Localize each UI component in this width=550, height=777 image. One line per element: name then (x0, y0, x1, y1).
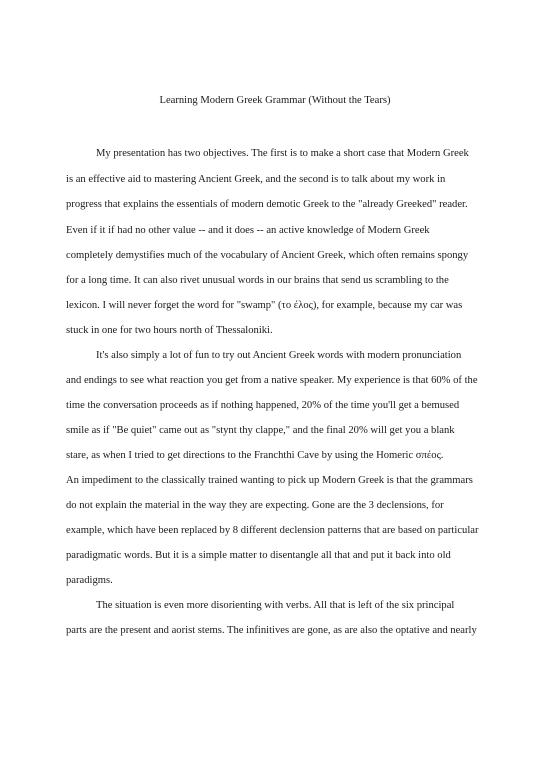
paragraph-line: lexicon. I will never forget the word for "swamp" (το έλος), for example, because my car was (66, 300, 463, 311)
paragraph-line: time the conversation proceeds as if nothing happened, 20% of the time you'll get a bemused (66, 400, 460, 411)
paragraph-line: An impediment to the classically trained wanting to pick up Modern Greek is that the grammars (66, 475, 473, 486)
paragraph-line: stare, as when I tried to get directions to the Franchthi Cave by using the Homeric σπέος. (66, 450, 444, 461)
paragraph-line: paradigmatic words. But it is a simple matter to disentangle all that and put it back into old (66, 550, 451, 561)
paragraph-line: completely demystifies much of the vocabulary of Ancient Greek, which often remains spongy (66, 250, 469, 261)
paragraph-line: do not explain the material in the way they are expecting. Gone are the 3 declensions, for (66, 500, 444, 511)
paragraph-line: Even if it if had no other value -- and it does -- an active knowledge of Modern Greek (66, 225, 430, 236)
paragraph-line: stuck in one for two hours north of Thessaloniki. (66, 325, 273, 336)
paragraph-line: progress that explains the essentials of modern demotic Greek to the "already Greeked" reader. (66, 199, 468, 210)
paragraph-line: parts are the present and aorist stems. The infinitives are gone, as are also the optative and nearly (66, 625, 477, 636)
paragraph-line: and endings to see what reaction you get from a native speaker. My experience is that 60% of the (66, 375, 478, 386)
paragraph-line: The situation is even more disorienting with verbs. All that is left of the six principal (96, 600, 455, 611)
paragraph-line: My presentation has two objectives. The first is to make a short case that Modern Greek (96, 148, 469, 159)
paragraph-line: is an effective aid to mastering Ancient Greek, and the second is to talk about my work in (66, 174, 446, 185)
document-title: Learning Modern Greek Grammar (Without the Tears) (159, 95, 391, 106)
paragraph-line: example, which have been replaced by 8 different declension patterns that are based on particular (66, 525, 479, 536)
paragraph-line: paradigms. (66, 575, 113, 586)
paragraph-line: for a long time. It can also rivet unusual words in our brains that send us scrambling to the (66, 275, 449, 286)
paragraph-line: smile as if "Be quiet" came out as "stynt thy clappe," and the final 20% will get you a blank (66, 425, 455, 436)
paragraph-line: It's also simply a lot of fun to try out Ancient Greek words with modern pronunciation (96, 350, 462, 361)
